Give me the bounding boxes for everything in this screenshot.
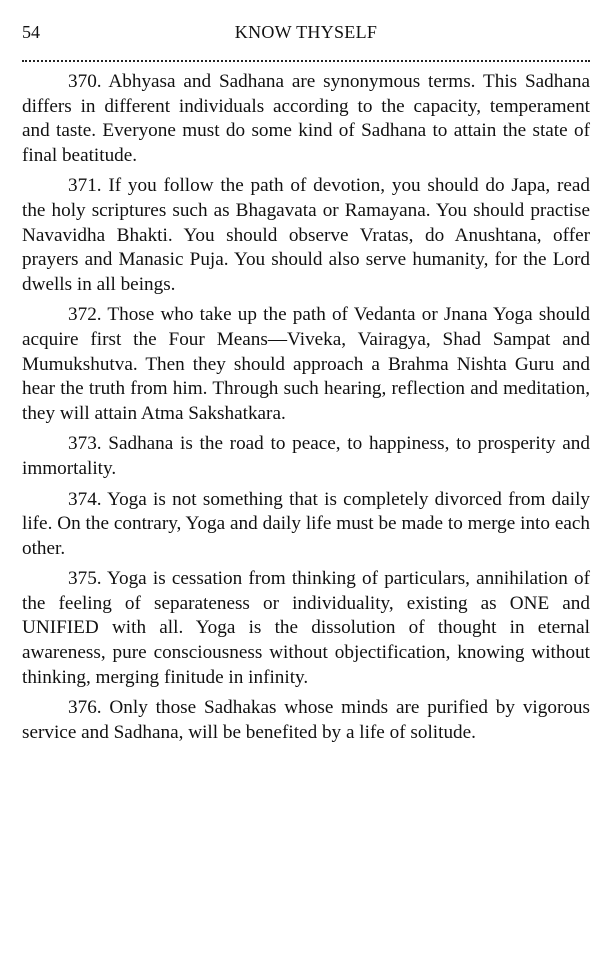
paragraph-375: 375. Yoga is cessation from thinking of particulars, annihilation of the feeling of separateness or individuality, existing as ONE and UNIFIED with all. Yoga is the dissolution of thought in eternal awareness, pure consciousness without objectification, knowing without thinking, merging finitude in infinity. — [22, 568, 590, 688]
page-number: 54 — [22, 22, 40, 42]
header-divider — [22, 60, 590, 62]
paragraph-372: 372. Those who take up the path of Vedanta or Jnana Yoga should acquire first the Four Means—Viveka, Vairagya, Shad Sampat and Mumukshutva. Then they should approach a Brahma Nishta Guru and hear the truth from him. Through such hearing, reflection and meditation, they will attain Atma Sakshatkara. — [22, 304, 590, 424]
paragraph-373: 373. Sadhana is the road to peace, to happiness, to prosperity and immortality. — [22, 433, 590, 479]
paragraph-376: 376. Only those Sadhakas whose minds are purified by vigorous service and Sadhana, will be benefited by a life of solitude. — [22, 697, 590, 743]
book-page — [22, 18, 590, 751]
paragraph-371: 371. If you follow the path of devotion, you should do Japa, read the holy scriptures such as Bhagavata or Ramayana. You should practise Navavidha Bhakti. You should observe Vratas, do Anushtana, offer prayers and Manasic Puja. You should also serve humanity, for the Lord dwells in all beings. — [22, 175, 590, 295]
paragraph-374: 374. Yoga is not something that is completely divorced from daily life. On the contrary, Yoga and daily life must be made to merge into each other. — [22, 488, 590, 559]
running-title: KNOW THYSELF — [234, 22, 378, 42]
body-text — [22, 70, 590, 745]
paragraph-370: 370. Abhyasa and Sadhana are synonymous terms. This Sadhana differs in different individuals according to the capacity, temperament and taste. Everyone must do some kind of Sadhana to attain the state of final beatitude. — [22, 71, 590, 166]
page-header — [22, 18, 590, 46]
